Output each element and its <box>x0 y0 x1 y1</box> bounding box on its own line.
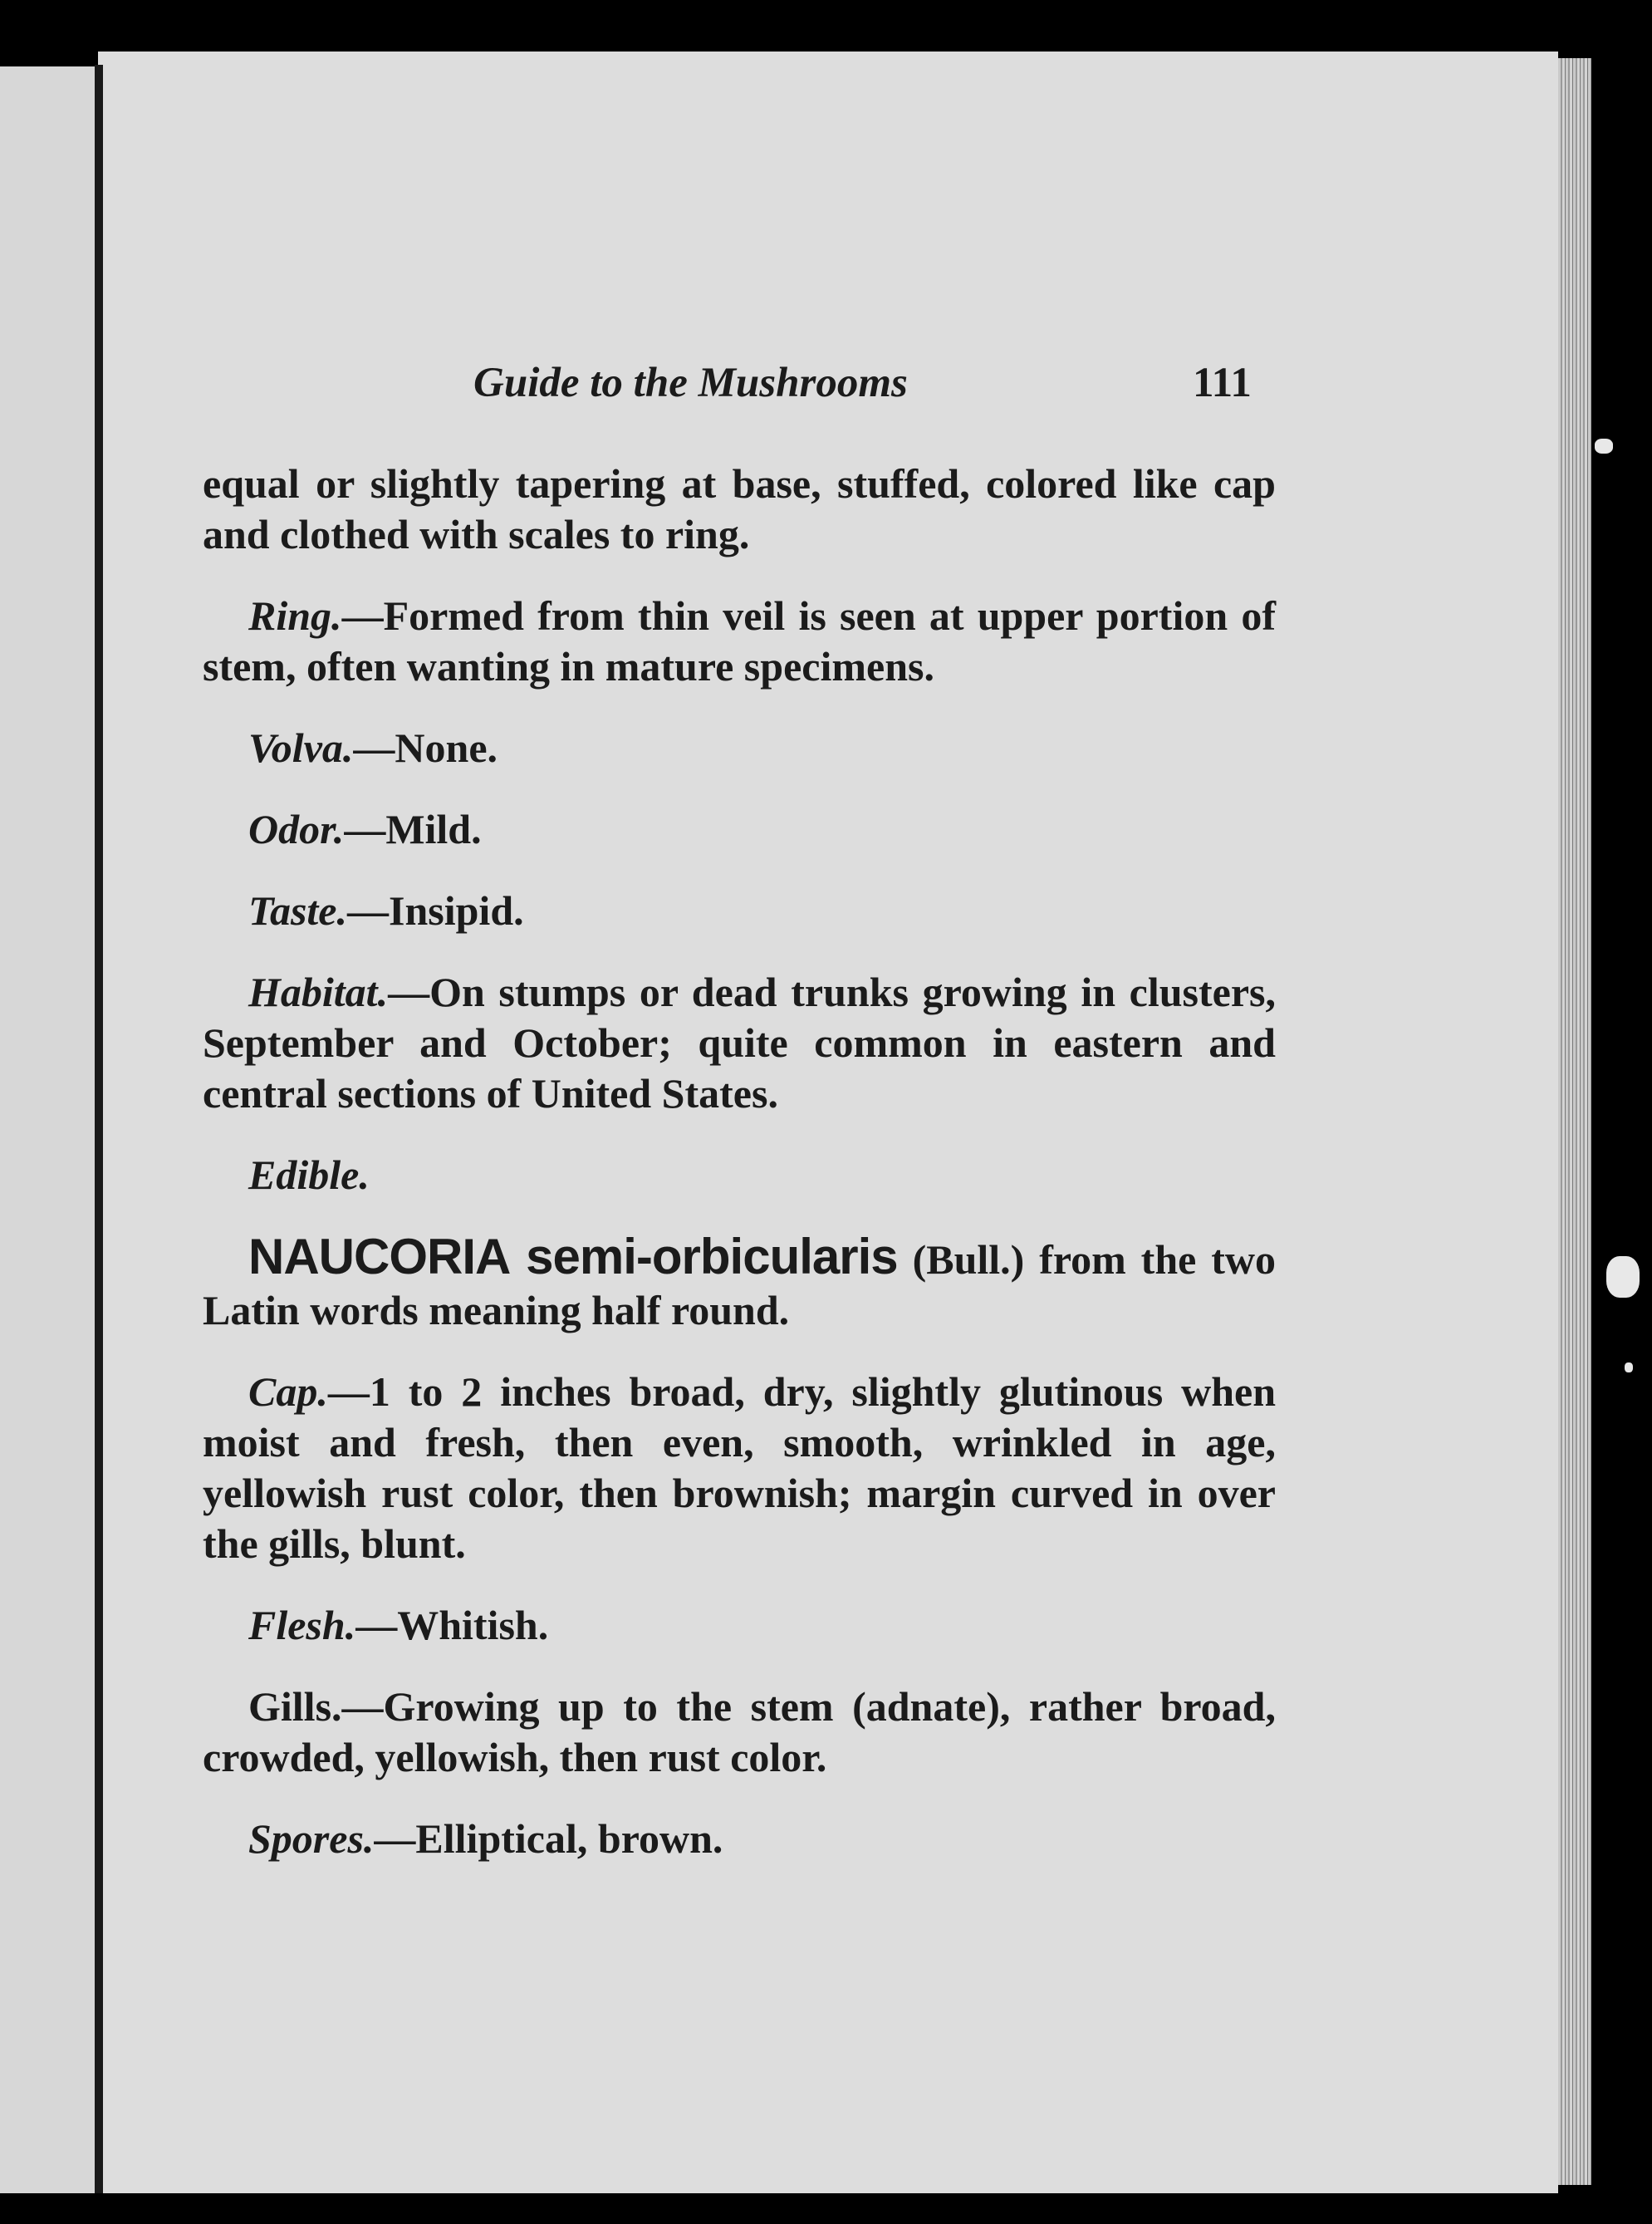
paragraph-text: —1 to 2 inches broad, dry, slightly glutinous when moist and fresh, then even, smooth, wrinkled in age, yellowish rust color, then brownish; margin curved in over the gills, blunt. <box>203 1368 1276 1567</box>
field-label: Odor. <box>248 806 345 852</box>
paragraph <box>203 1682 1276 1783</box>
field-label: Edible. <box>248 1151 370 1198</box>
paragraph <box>203 591 1276 692</box>
paper-fleck <box>1606 1256 1640 1298</box>
page-edge-stack <box>1558 58 1591 2185</box>
paragraph-text: —On stumps or dead trunks growing in clusters, September and October; quite common in eastern and central sections of United States. <box>203 969 1276 1117</box>
paragraph <box>203 1814 1276 1864</box>
page-number: 111 <box>1193 360 1252 406</box>
field-label: Ring. <box>248 592 342 639</box>
paragraph-text: Gills.—Growing up to the stem (adnate), rather broad, crowded, yellowish, then rust color. <box>203 1683 1276 1780</box>
field-label: Habitat. <box>248 969 389 1015</box>
running-head: Guide to the Mushrooms <box>473 360 908 406</box>
paragraph <box>203 886 1276 936</box>
paragraph-text: equal or slightly tapering at base, stuffed, colored like cap and clothed with scales to ring. <box>203 460 1276 557</box>
paragraph <box>203 459 1276 560</box>
paragraph-text: —Insipid. <box>347 887 524 934</box>
paragraph <box>203 1150 1276 1200</box>
body-text <box>203 459 1276 1895</box>
species-heading <box>203 1231 1276 1336</box>
paragraph-text: —None. <box>353 724 498 771</box>
paragraph <box>203 1600 1276 1651</box>
gutter-shadow <box>95 65 103 2193</box>
paragraph <box>203 804 1276 855</box>
field-label: Flesh. <box>248 1602 356 1648</box>
facing-page-edge <box>0 66 98 2193</box>
field-label: Cap. <box>248 1368 328 1415</box>
paper-fleck <box>1625 1362 1633 1372</box>
paragraph <box>203 1367 1276 1569</box>
species-name: NAUCORIA semi-orbicularis <box>248 1229 898 1284</box>
paragraph-text: —Mild. <box>344 806 482 852</box>
paragraph <box>203 723 1276 773</box>
field-label: Volva. <box>248 724 354 771</box>
field-label: Taste. <box>248 887 347 934</box>
paragraph-text: (Bull.) from the two Latin words meaning half round. <box>203 1236 1276 1333</box>
paragraph <box>203 967 1276 1119</box>
paper-fleck <box>1595 439 1613 454</box>
paragraph-text: —Whitish. <box>355 1602 549 1648</box>
paragraph-text: —Formed from thin veil is seen at upper portion of stem, often wanting in mature specimens. <box>203 592 1276 690</box>
field-label: Spores. <box>248 1815 375 1862</box>
paragraph-text: —Elliptical, brown. <box>374 1815 723 1862</box>
